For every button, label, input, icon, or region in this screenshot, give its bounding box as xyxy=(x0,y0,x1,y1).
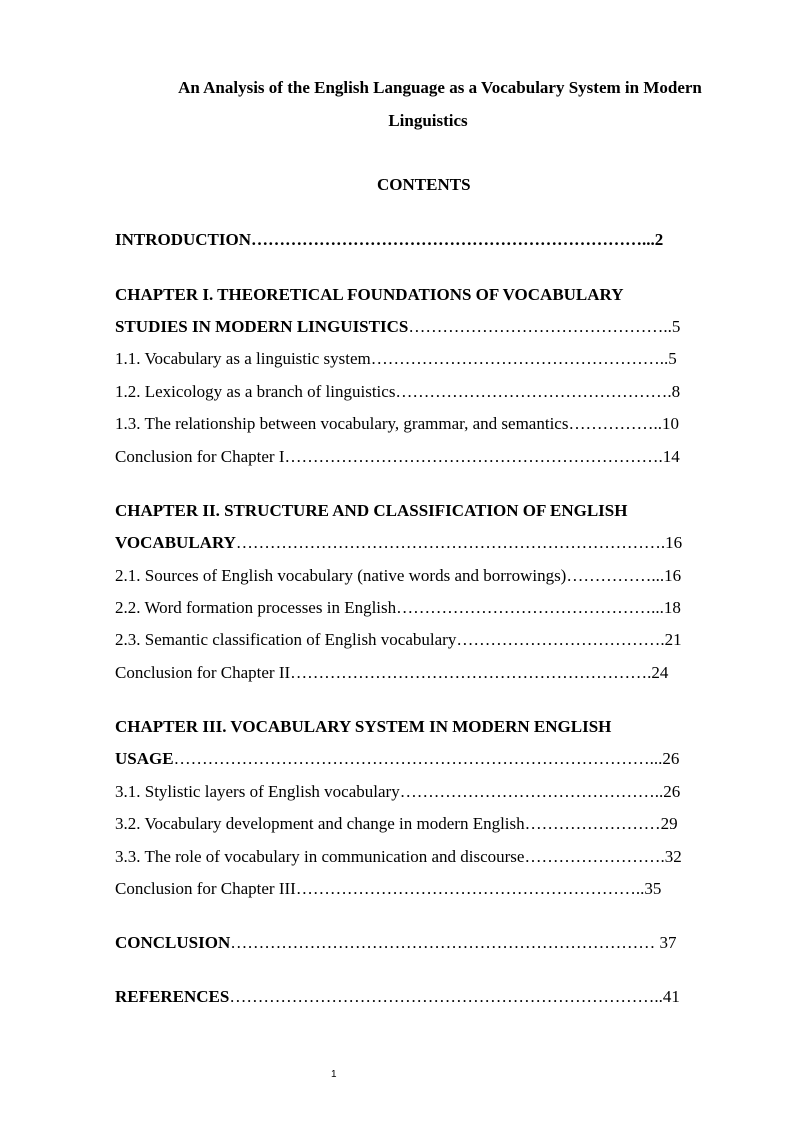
page-number: 1 xyxy=(331,1069,337,1080)
toc-conclusion-chapter-1: Conclusion for Chapter I………………………………………………………….14 xyxy=(115,447,680,466)
toc-chapter-1-title-end: STUDIES IN MODERN LINGUISTICS xyxy=(115,317,409,336)
contents-heading: CONTENTS xyxy=(377,175,471,194)
toc-chapter-1-leader: ………………………………………..5 xyxy=(408,317,681,336)
toc-conclusion-label: CONCLUSION xyxy=(115,933,231,952)
toc-section-2-1: 2.1. Sources of English vocabulary (native words and borrowings)……………...16 xyxy=(115,566,682,585)
toc-section-3-3: 3.3. The role of vocabulary in communication and discourse…………………….32 xyxy=(115,847,682,866)
toc-conclusion-leader: ………………………………………………………………… 37 xyxy=(230,933,677,952)
toc-chapter-3-title: CHAPTER III. VOCABULARY SYSTEM IN MODERN ENGLISH xyxy=(115,717,612,736)
toc-section-1-1: 1.1. Vocabulary as a linguistic system……………………………………………..5 xyxy=(115,349,677,368)
toc-references-leader: …………………………………………………………………..41 xyxy=(229,987,680,1006)
document-title-line-2: Linguistics xyxy=(388,111,468,130)
toc-chapter-2-title-end: VOCABULARY xyxy=(115,533,236,552)
toc-chapter-1-title: CHAPTER I. THEORETICAL FOUNDATIONS OF VOCABULARY xyxy=(115,285,624,304)
toc-section-3-1: 3.1. Stylistic layers of English vocabulary………………………………………..26 xyxy=(115,782,681,801)
toc-references-label: REFERENCES xyxy=(115,987,230,1006)
toc-introduction: INTRODUCTION……………………………………………………………...2 xyxy=(115,230,664,249)
toc-section-2-2: 2.2. Word formation processes in English………………………………………...18 xyxy=(115,598,681,617)
toc-chapter-2-title-cont xyxy=(115,533,682,553)
toc-chapter-3-leader: …………………………………………………………………………...26 xyxy=(173,749,680,768)
toc-conclusion-chapter-2: Conclusion for Chapter II……………………………………………………….24 xyxy=(115,663,669,682)
toc-references xyxy=(115,987,680,1007)
toc-section-1-2: 1.2. Lexicology as a branch of linguistics………………………………………….8 xyxy=(115,382,681,401)
toc-section-1-3: 1.3. The relationship between vocabulary, grammar, and semantics……………..10 xyxy=(115,414,679,433)
toc-section-2-3: 2.3. Semantic classification of English vocabulary……………………………….21 xyxy=(115,630,682,649)
toc-conclusion-chapter-3: Conclusion for Chapter III……………………………………………………..35 xyxy=(115,879,662,898)
toc-conclusion xyxy=(115,933,677,953)
toc-section-3-2: 3.2. Vocabulary development and change in modern English……………………29 xyxy=(115,814,678,833)
toc-chapter-3-title-cont xyxy=(115,749,679,769)
toc-chapter-3-title-end: USAGE xyxy=(115,749,174,768)
toc-chapter-2-title: CHAPTER II. STRUCTURE AND CLASSIFICATION OF ENGLISH xyxy=(115,501,628,520)
toc-chapter-1-title-cont xyxy=(115,317,680,337)
document-title-line-1: An Analysis of the English Language as a Vocabulary System in Modern xyxy=(178,78,702,97)
toc-chapter-2-leader: ………………………………………………………………….16 xyxy=(235,533,683,552)
